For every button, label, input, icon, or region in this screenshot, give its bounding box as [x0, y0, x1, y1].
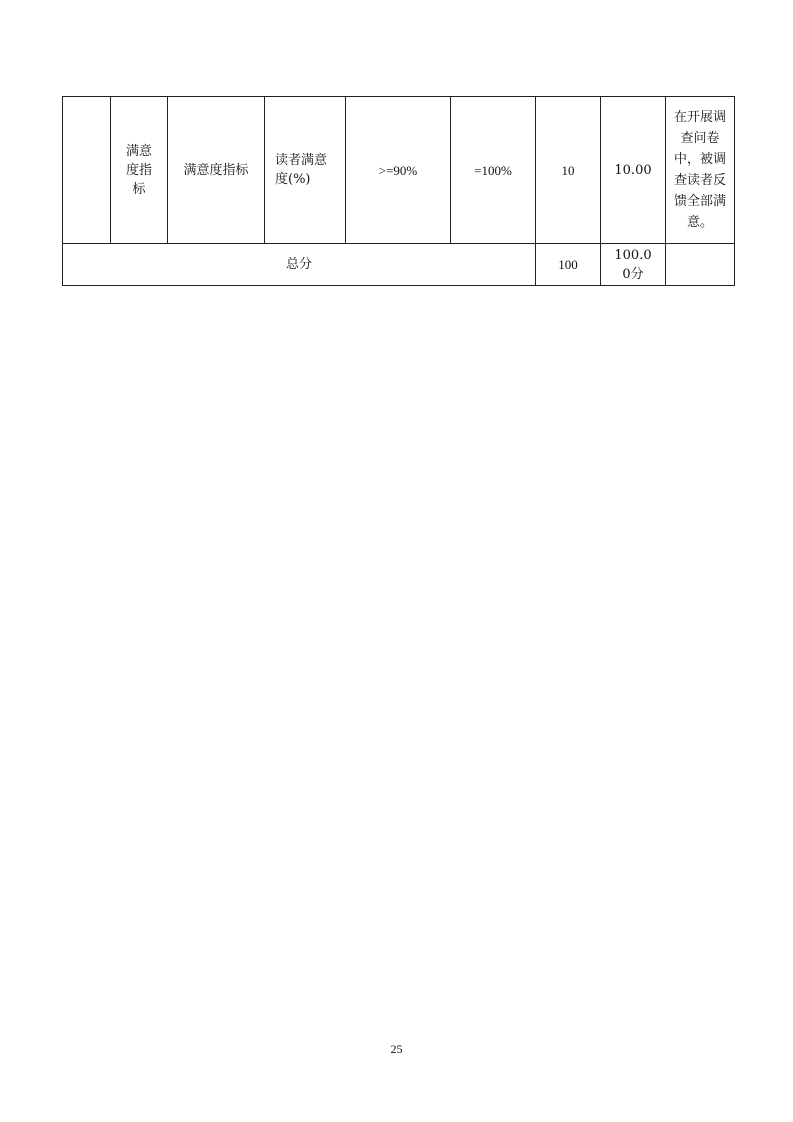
total-weight-cell: 100: [536, 244, 601, 286]
weight-cell: 10: [536, 97, 601, 244]
total-note-cell: [666, 244, 735, 286]
level2-indicator-cell: 满意度指标: [111, 97, 168, 244]
deviation-note-cell: 在开展调查问卷中，被调查读者反馈全部满意。: [666, 97, 735, 244]
score-cell: 10.00: [601, 97, 666, 244]
page-number: 25: [390, 1042, 403, 1056]
total-label-cell: 总分: [63, 244, 536, 286]
level3-indicator-cell: 满意度指标: [168, 97, 265, 244]
performance-evaluation-table: [62, 96, 735, 286]
indicator-name-cell: 读者满意度(%): [265, 97, 346, 244]
total-score-cell: 100.00分: [601, 244, 666, 286]
table-row-total: [63, 244, 735, 286]
actual-value-cell: =100%: [451, 97, 536, 244]
level1-indicator-cell: [63, 97, 111, 244]
table-row-satisfaction: [63, 97, 735, 244]
target-value-cell: >=90%: [346, 97, 451, 244]
